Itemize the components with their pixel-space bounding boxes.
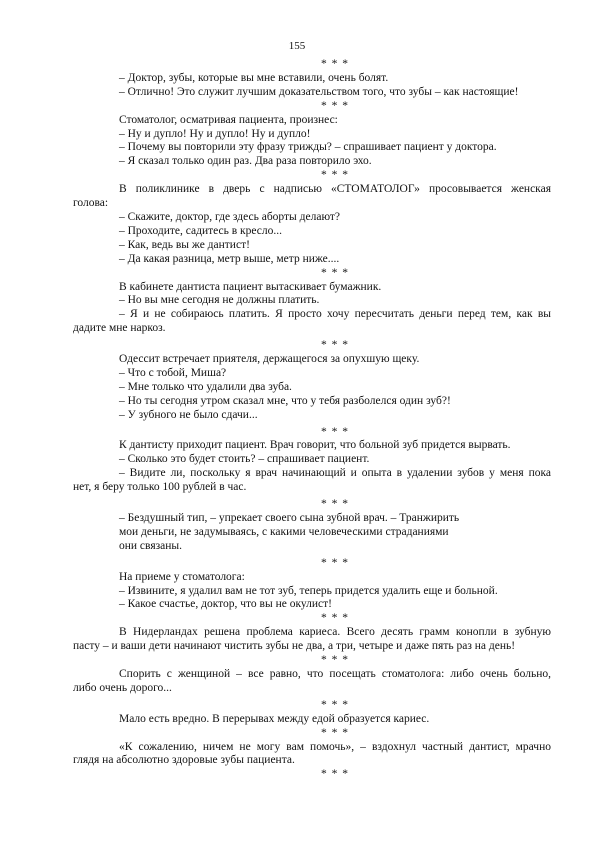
- text-line: – Извините, я удалил вам не тот зуб, теперь придется удалить еще и больной.: [119, 584, 498, 597]
- paragraph-text: В Нидерландах решена проблема кариеса. Всего десять грамм конопли в зубную: [119, 626, 551, 639]
- paragraph-continuation: глядя на абсолютно здоровые зубы пациента.: [73, 754, 295, 767]
- joke-2: [119, 114, 551, 170]
- text-line: – Ну и дупло! Ну и дупло! Ну и дупло!: [119, 127, 311, 140]
- joke-5: [119, 353, 551, 423]
- text-line: – Да какая разница, метр выше, метр ниже....: [119, 252, 340, 265]
- text-line: мои деньги, не задумываясь, с какими человеческими страданиями: [119, 525, 449, 538]
- paragraph-line: [119, 467, 551, 481]
- text-line: – Отлично! Это служит лучшим доказательством того, что зубы – как настоящие!: [119, 85, 519, 98]
- joke-7: [119, 512, 551, 554]
- paragraph-line: [119, 668, 551, 682]
- separator: * * *: [321, 654, 349, 667]
- separator: * * *: [321, 339, 349, 352]
- joke-9: [73, 626, 551, 654]
- separator: * * *: [321, 425, 349, 438]
- joke-1: [119, 72, 551, 100]
- text-line: Одессит встречает приятеля, держащегося за опухшую щеку.: [119, 353, 420, 366]
- separator: * * *: [321, 498, 349, 511]
- separator: * * *: [321, 612, 349, 625]
- text-line: – Какое счастье, доктор, что вы не окулист!: [119, 598, 332, 611]
- joke-10: [73, 667, 551, 696]
- paragraph-text: – Я и не собираюсь платить. Я просто хочу пересчитать деньги перед тем, как вы: [119, 308, 551, 321]
- paragraph-line: [119, 308, 551, 322]
- text-line: – Бездушный тип, – упрекает своего сына зубной врач. – Транжирить: [119, 512, 460, 524]
- text-line: – Почему вы повторили эту фразу трижды? – спрашивает пациент у доктора.: [119, 141, 497, 154]
- paragraph-continuation: голова:: [73, 197, 109, 210]
- separator: * * *: [321, 266, 349, 279]
- paragraph-continuation: пасту – и ваши дети начинают чистить зубы не два, а три, четыре и даже пять раз на день!: [73, 640, 516, 653]
- text-line: – Мне только что удалили два зуба.: [119, 380, 292, 393]
- paragraph-line: [119, 183, 551, 197]
- text-line: В кабинете дантиста пациент вытаскивает бумажник.: [119, 280, 382, 293]
- text-line: – Как, ведь вы же дантист!: [119, 238, 250, 251]
- joke-6: [73, 439, 551, 495]
- separator: * * *: [321, 99, 349, 112]
- text-line: – Но ты сегодня утром сказал мне, что у тебя разболелся один зуб?!: [119, 394, 451, 407]
- joke-12: [73, 740, 551, 769]
- text-line: они связаны.: [119, 539, 183, 552]
- paragraph-text: Спорить с женщиной – все равно, что посещать стоматолога: либо очень больно,: [119, 667, 551, 680]
- separator: * * *: [321, 768, 349, 781]
- paragraph-continuation: нет, я беру только 100 рублей в час.: [73, 481, 247, 494]
- separator: * * *: [321, 556, 349, 569]
- text-line: – Но вы мне сегодня не должны платить.: [119, 294, 320, 307]
- paragraph-text: – Видите ли, поскольку я врач начинающий и опыта в удалении зубов у меня пока: [119, 467, 551, 480]
- separator: * * *: [321, 58, 349, 70]
- text-line: – Я сказал только один раз. Два раза повторило эхо.: [119, 155, 372, 168]
- text-line: На приеме у стоматолога:: [119, 570, 245, 583]
- text-line: Стоматолог, осматривая пациента, произнес:: [119, 113, 338, 126]
- paragraph-continuation: дадите мне наркоз.: [73, 322, 166, 335]
- paragraph-text: «К сожалению, ничем не могу вам помочь», – вздохнул частный дантист, мрачно: [119, 740, 551, 753]
- paragraph-continuation: либо очень дорого...: [73, 681, 172, 694]
- separator: * * *: [321, 726, 349, 739]
- text-line: – Сколько это будет стоить? – спрашивает пациент.: [119, 453, 370, 466]
- text-line: Мало есть вредно. В перерывах между едой образуется кариес.: [119, 712, 430, 725]
- paragraph-line: [119, 741, 551, 755]
- separator: * * *: [321, 169, 349, 182]
- joke-3: [73, 183, 551, 266]
- text-line: – Доктор, зубы, которые вы мне вставили, очень болят.: [119, 71, 389, 84]
- joke-8: [119, 571, 551, 613]
- paragraph-text: В поликлинике в дверь с надписью «СТОМАТОЛОГ» просовывается женская: [119, 183, 551, 196]
- joke-11: [119, 713, 551, 727]
- text-line: – Проходите, садитесь в кресло...: [119, 224, 283, 237]
- text-line: К дантисту приходит пациент. Врач говорит, что больной зуб придется вырвать.: [119, 439, 511, 452]
- text-line: – Скажите, доктор, где здесь аборты делают?: [119, 210, 341, 223]
- joke-4: [73, 280, 551, 337]
- text-line: – Что с тобой, Миша?: [119, 366, 227, 379]
- text-line: – У зубного не было сдачи...: [119, 408, 258, 421]
- page-number: 155: [288, 40, 306, 52]
- paragraph-line: [119, 626, 551, 640]
- separator: * * *: [321, 698, 349, 711]
- page-body: [73, 58, 551, 782]
